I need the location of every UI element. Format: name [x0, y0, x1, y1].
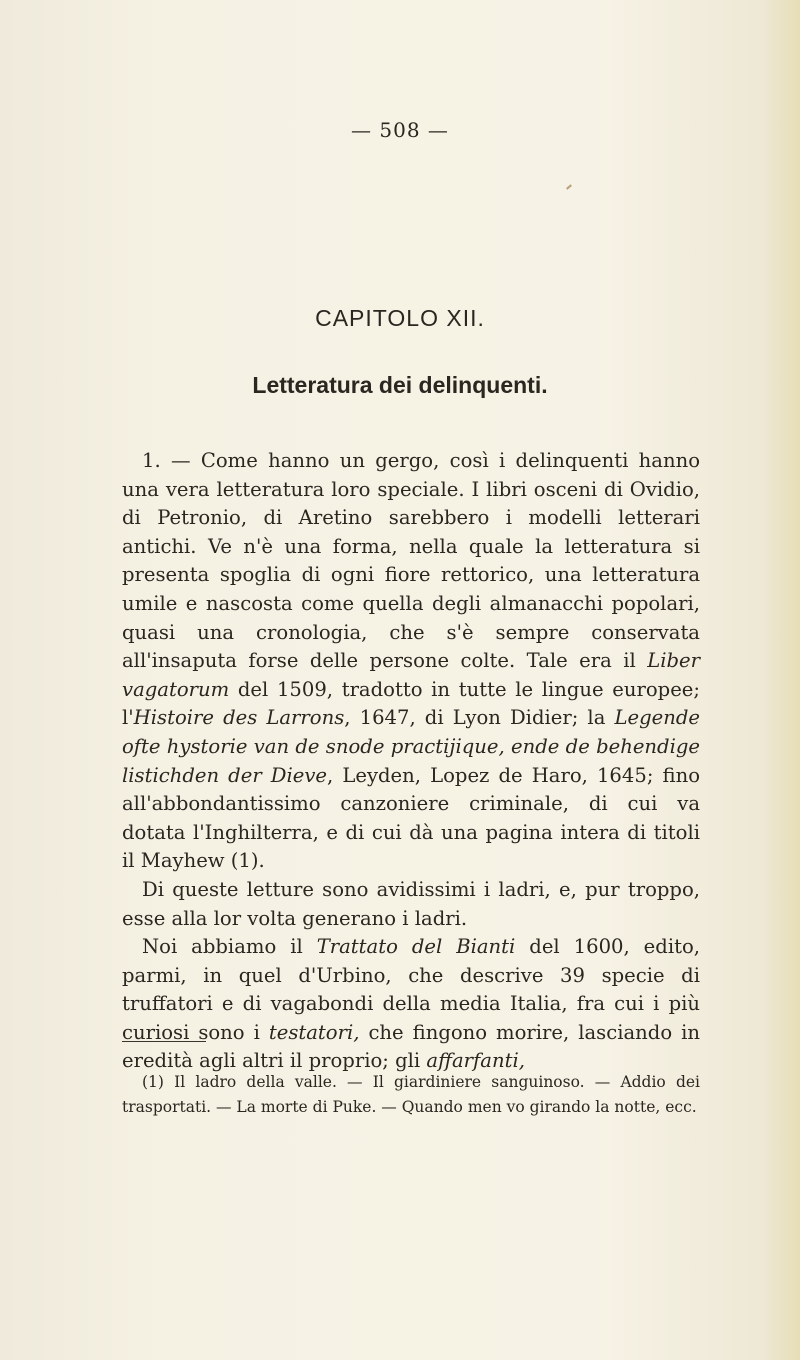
paragraph-3: Noi abbiamo il Trattato del Bianti del 1600, edito, parmi, in quel d'Urbino, che descrive 39 specie di truffatori e di vagabondi della media Italia, fra cui i più curiosi sono i testatori, che fingono morire, lasciando in eredità agli altri il proprio; gli affarfanti,	[122, 935, 700, 1073]
paragraph-2: Di queste letture sono avidissimi i ladri, e, pur troppo, esse alla lor volta generano i ladri.	[122, 877, 700, 930]
body-text	[122, 447, 700, 1076]
paragraph-1: 1. — Come hanno un gergo, così i delinquenti hanno una vera letteratura loro speciale. I libri osceni di Ovidio, di Petronio, di Aretino sarebbero i modelli letterari antichi. Ve n'è una forma, nella quale la letteratura si presenta spoglia di ogni fiore rettorico, una letteratura umile e nascosta come quella degli almanacchi popolari, quasi una cronologia, che s'è sempre conservata all'insaputa forse delle persone colte. Tale era il Liber vagatorum del 1509, tradotto in tutte le lingue europee; l'Histoire des Larrons, 1647, di Lyon Didier; la Legende ofte hystorie van de snode practijique, ende de behendige listichden der Dieve, Leyden, Lopez de Haro, 1645; fino all'abbondantissimo canzoniere criminale, di cui va dotata l'Inghilterra, e di cui dà una pagina intera di titoli il Mayhew (1).	[122, 449, 700, 873]
section-title: Letteratura dei delinquenti.	[252, 372, 548, 398]
ink-mark	[566, 184, 572, 189]
page-number: — 508 —	[351, 118, 449, 142]
footnote: (1) Il ladro della valle. — Il giardiniere sanguinoso. — Addio dei trasportati. — La morte di Puke. — Quando men vo girando la notte, ecc.	[122, 1073, 700, 1116]
chapter-title: CAPITOLO XII.	[315, 305, 485, 331]
page-edge-stain	[762, 0, 800, 1360]
footnote-divider	[122, 1041, 206, 1042]
